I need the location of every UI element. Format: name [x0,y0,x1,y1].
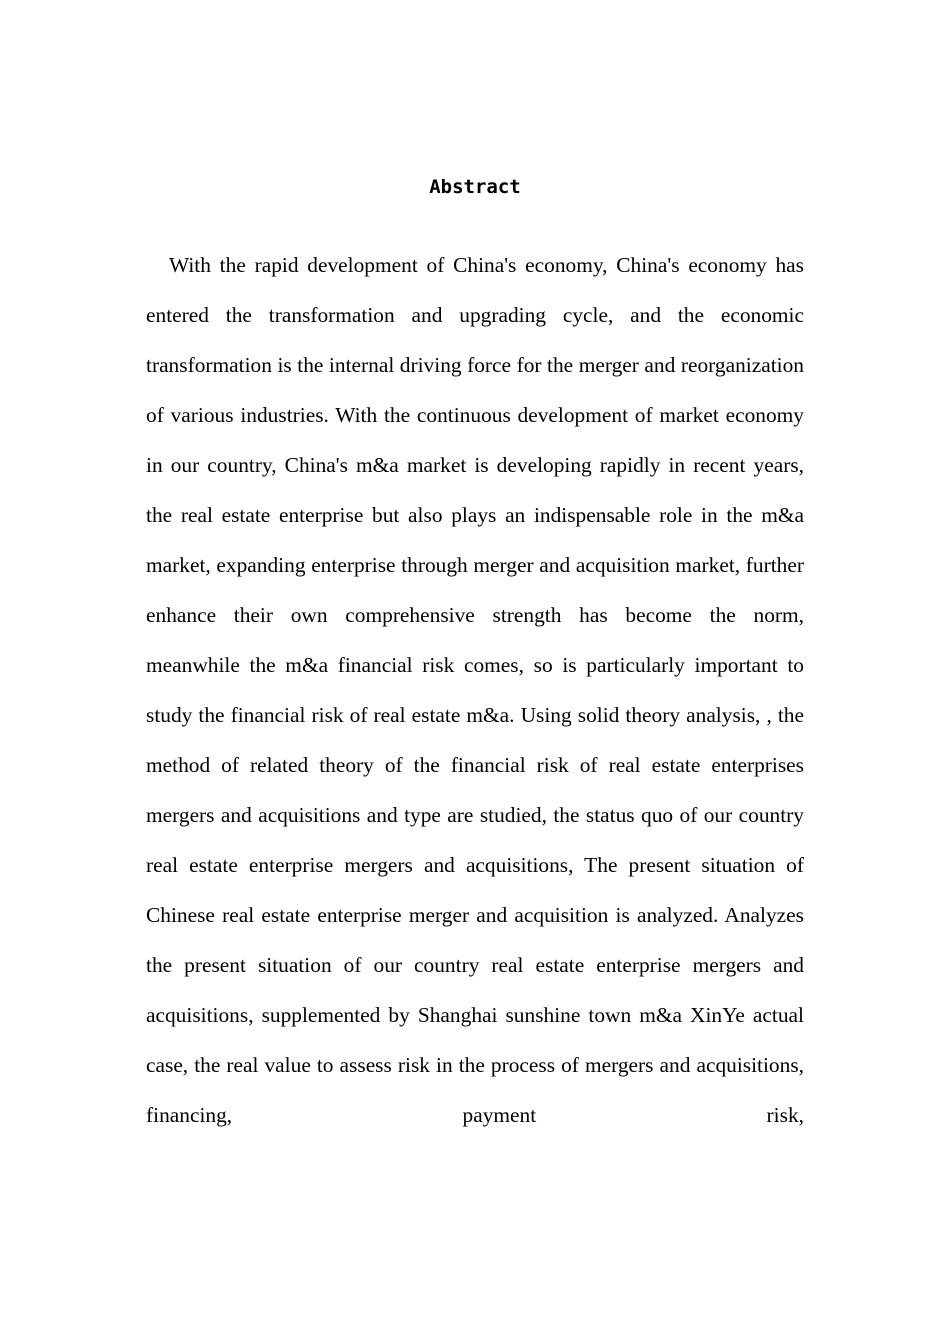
abstract-paragraph: With the rapid development of China's economy, China's economy has entered the transformation and upgrading cycle, and the economic transformation is the internal driving force for the merger and reorganization of various industries. With the continuous development of market economy in our country, China's m&a market is developing rapidly in recent years, the real estate enterprise but also plays an indispensable role in the m&a market, expanding enterprise through merger and acquisition market, further enhance their own comprehensive strength has become the norm, meanwhile the m&a financial risk comes, so is particularly important to study the financial risk of real estate m&a. Using solid theory analysis, , the method of related theory of the financial risk of real estate enterprises mergers and acquisitions and type are studied, the status quo of our country real estate enterprise mergers and acquisitions, The present situation of Chinese real estate enterprise merger and acquisition is analyzed. Analyzes the present situation of our country real estate enterprise mergers and acquisitions, supplemented by Shanghai sunshine town m&a XinYe actual case, the real value to assess risk in the process of mergers and acquisitions, financing, payment risk, [146,253,804,1127]
abstract-title: Abstract [429,176,521,198]
